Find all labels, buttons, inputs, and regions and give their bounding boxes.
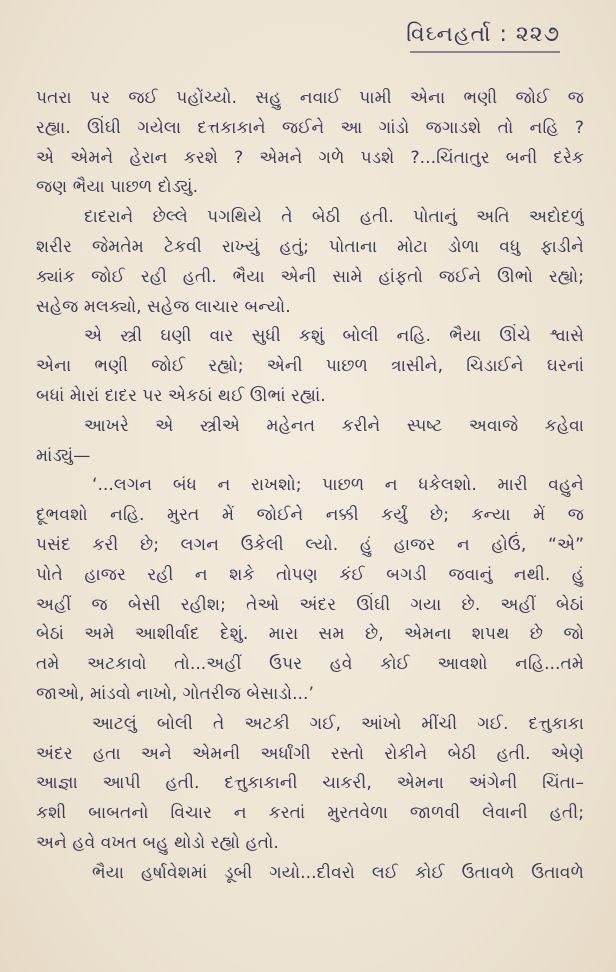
text-line: રહ્યા. ઊંઘી ગયેલા દત્તકાકાને જઈને આ ગાંડો જગાડશે તો નહિ ? <box>36 117 584 138</box>
page-body <box>36 84 584 889</box>
text-line: અને હવે વખત બહુ થોડો રહ્યો હતો. <box>36 832 279 853</box>
text-line: પોતે હાજર રહી ન શકે તોપણ કંઈ બગડી જવાનું નથી. હું <box>36 564 584 585</box>
running-head-text: વિઘ્નહર્તા : ૨૨૭ <box>406 22 560 47</box>
text-line: ભૈયા હર્ષાવેશમાં ડૂબી ગયો...દીવરો લઈ કોઈ ઉતાવળે ઉતાવળે <box>92 862 584 883</box>
header-underline <box>410 51 560 53</box>
text-line: માંડ્યું— <box>36 445 91 466</box>
text-line: દૂભવશો નહિ. મુરત મેં જોઈને નક્કી કર્યું છે; કન્યા મેં જ <box>36 505 584 526</box>
text-line: પતરા પર જઈ પહોંચ્યો. સહુ નવાઈ પામી એના ભણી જોઈ જ <box>36 88 584 108</box>
text-line: એ એમને હેરાન કરશે ? એમને ગળે પડશે ?...ચિંતાતુર બની દરેક <box>36 147 584 168</box>
text-line: શરીર જેમતેમ ટેકવી રાખ્યું હતું; પોતાના મોટા ડોળા વધુ ફાડીને <box>36 236 584 257</box>
text-line: આટલું બોલી તે અટકી ગઈ, આંખો મીંચી ગઈ. દત્તુકાકા <box>92 713 584 734</box>
text-line: આખરે એ સ્ત્રીએ મહેનત કરીને સ્પષ્ટ અવાજે કહેવા <box>84 415 584 436</box>
text-line: એના ભણી જોઈ રહ્યો; એની પાછળ ત્રાસીને, ચિડાઈને ઘરનાં <box>36 356 584 377</box>
text-line: સહેજ મલક્યો, સહેજ લાચાર બન્યો. <box>36 296 291 317</box>
text-line: અહીં જ બેસી રહીશ; તેઓ અંદર ઊંઘી ગયા છે. અહીં બેઠાં <box>36 594 584 615</box>
text-line: ક્યાંક જોઈ રહી હતી. ભૈયા એની સામે હાંફતો જઈને ઊભો રહ્યો; <box>36 266 584 287</box>
text-line: આજ્ઞા આપી હતી. દત્તુકાકાની ચાકરી, એમના અંગેની ચિંતા– <box>36 773 584 794</box>
text-line: તમે અટકાવો તો...અહીં ઉપર હવે કોઈ આવશો નહિ...તમે <box>36 654 584 675</box>
text-line: દાદરાને છેલ્લે પગથિયે તે બેઠી હતી. પોતાનું અતિ અદોદળું <box>84 207 584 228</box>
running-header <box>406 22 560 53</box>
text-line: પસંદ કરી છે; લગન ઉકેલી લ્યો. હું હાજર ન હોઉં, “એ” <box>36 534 584 555</box>
text-line: ‘...લગન બંધ ન રાખશો; પાછળ ન ધકેલશો. મારી વહુને <box>92 475 584 496</box>
text-line: જણ ભૈયા પાછળ દોડ્યું. <box>36 177 199 198</box>
text-line: એ સ્ત્રી ઘણી વાર સુધી કશું બોલી નહિ. ભૈયા ઊંચે શ્વાસે <box>84 326 584 347</box>
text-line: અંદર હતા અને એમની અર્ધાંગી રસ્તો રોકીને બેઠી હતી. એણે <box>36 743 584 764</box>
text-line: જાઓ, માંડવો નાખો, ગોતરીજ બેસાડો...’ <box>36 683 314 704</box>
text-line: કશી બાબતનો વિચાર ન કરતાં મુરતવેળા જાળવી લેવાની હતી; <box>36 803 584 824</box>
text-line: બધાં માેરાં દાદર પર એકઠાં થઈ ઊભાં રહ્યાં. <box>36 385 326 406</box>
text-line: બેઠાં અમે આશીર્વાદ દેશું. મારા સમ છે, એમના શપથ છે જો <box>36 624 584 645</box>
